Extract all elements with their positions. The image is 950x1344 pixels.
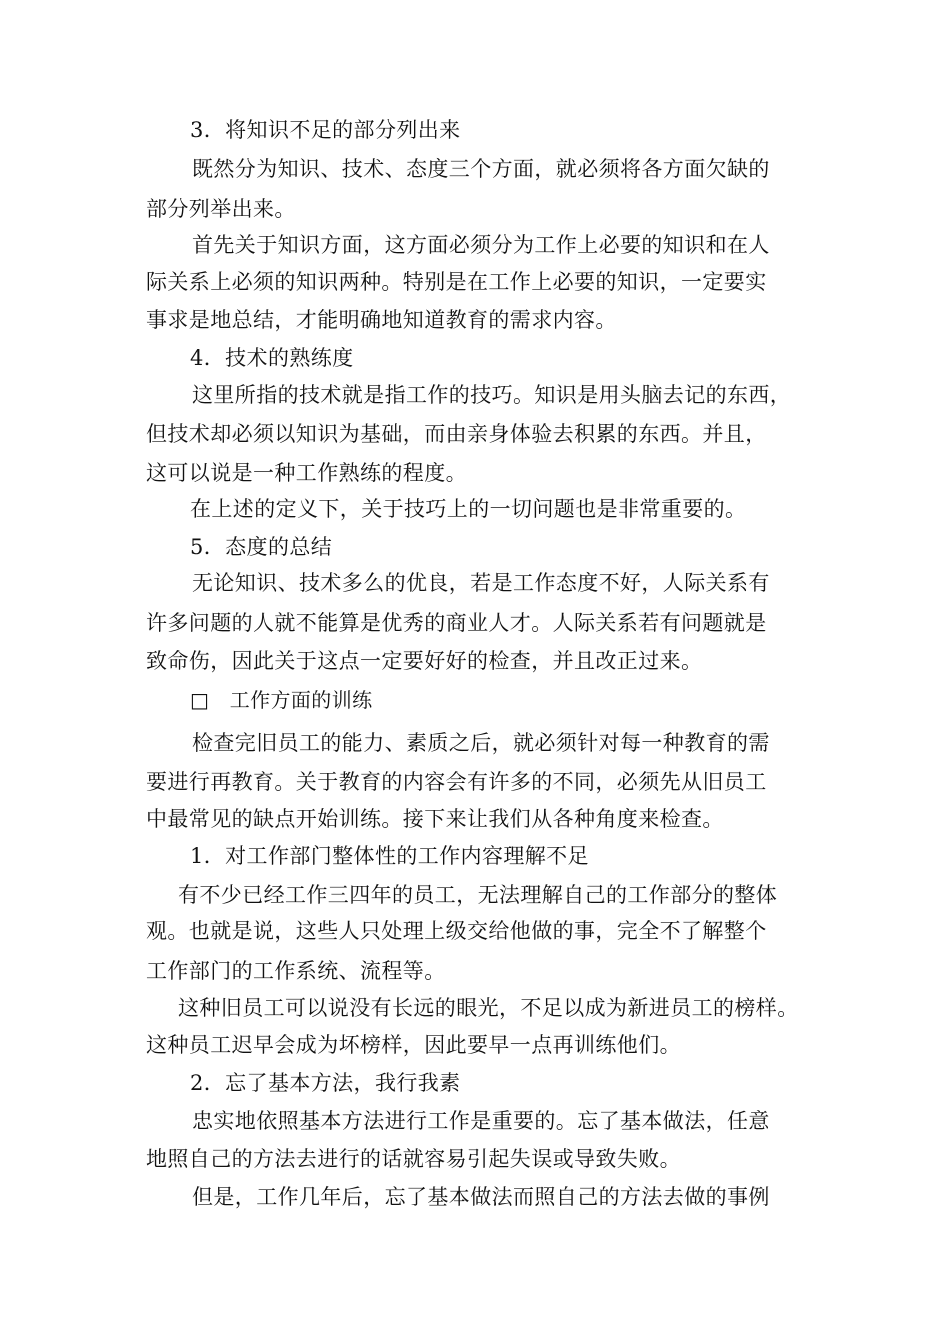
paragraph-line: 际关系上必须的知识两种。特别是在工作上必要的知识，一定要实 bbox=[146, 270, 767, 294]
paragraph-line: 但技术却必须以知识为基础，而由亲身体验去积累的东西。并且， bbox=[146, 422, 767, 446]
paragraph-line: 但是，工作几年后，忘了基本做法而照自己的方法去做的事例 bbox=[192, 1185, 770, 1209]
numbered-heading-3: 3．将知识不足的部分列出来 bbox=[190, 118, 461, 142]
paragraph-line: 工作部门的工作系统、流程等。 bbox=[146, 959, 446, 983]
paragraph-line: 无论知识、技术多么的优良，若是工作态度不好，人际关系有 bbox=[192, 571, 770, 595]
paragraph-line: 既然分为知识、技术、态度三个方面，就必须将各方面欠缺的 bbox=[192, 157, 770, 181]
paragraph-line: 事求是地总结，才能明确地知道教育的需求内容。 bbox=[146, 308, 617, 332]
section-heading: □ 工作方面的训练 bbox=[190, 688, 373, 712]
paragraph-line: 中最常见的缺点开始训练。接下来让我们从各种角度来检查。 bbox=[146, 807, 724, 831]
paragraph-line: 地照自己的方法去进行的话就容易引起失误或导致失败。 bbox=[146, 1147, 681, 1171]
paragraph-line: 致命伤，因此关于这点一定要好好的检查，并且改正过来。 bbox=[146, 649, 703, 673]
paragraph-line: 忠实地依照基本方法进行工作是重要的。忘了基本做法，任意 bbox=[192, 1109, 770, 1133]
numbered-heading-2: 2．忘了基本方法，我行我素 bbox=[190, 1071, 461, 1095]
paragraph-line: 要进行再教育。关于教育的内容会有许多的不同，必须先从旧员工 bbox=[146, 770, 767, 794]
paragraph-line: 这里所指的技术就是指工作的技巧。知识是用头脑去记的东西， bbox=[192, 383, 792, 407]
paragraph-line: 部分列举出来。 bbox=[146, 197, 296, 221]
numbered-heading-4: 4．技术的熟练度 bbox=[190, 346, 354, 370]
numbered-heading-5: 5．态度的总结 bbox=[190, 535, 333, 559]
paragraph-line: 许多问题的人就不能算是优秀的商业人才。人际关系若有问题就是 bbox=[146, 611, 767, 635]
paragraph-line: 首先关于知识方面，这方面必须分为工作上必要的知识和在人 bbox=[192, 233, 770, 257]
paragraph-line: 有不少已经工作三四年的员工，无法理解自己的工作部分的整体 bbox=[178, 883, 778, 907]
numbered-heading-1: 1．对工作部门整体性的工作内容理解不足 bbox=[190, 844, 589, 868]
paragraph-line: 这种旧员工可以说没有长远的眼光，不足以成为新进员工的榜样。 bbox=[178, 996, 799, 1020]
paragraph-line: 观。也就是说，这些人只处理上级交给他做的事，完全不了解整个 bbox=[146, 919, 767, 943]
paragraph-line: 在上述的定义下，关于技巧上的一切问题也是非常重要的。 bbox=[190, 497, 747, 521]
paragraph-line: 这可以说是一种工作熟练的程度。 bbox=[146, 461, 467, 485]
paragraph-line: 这种员工迟早会成为坏榜样，因此要早一点再训练他们。 bbox=[146, 1033, 681, 1057]
paragraph-line: 检查完旧员工的能力、素质之后，就必须针对每一种教育的需 bbox=[192, 731, 770, 755]
